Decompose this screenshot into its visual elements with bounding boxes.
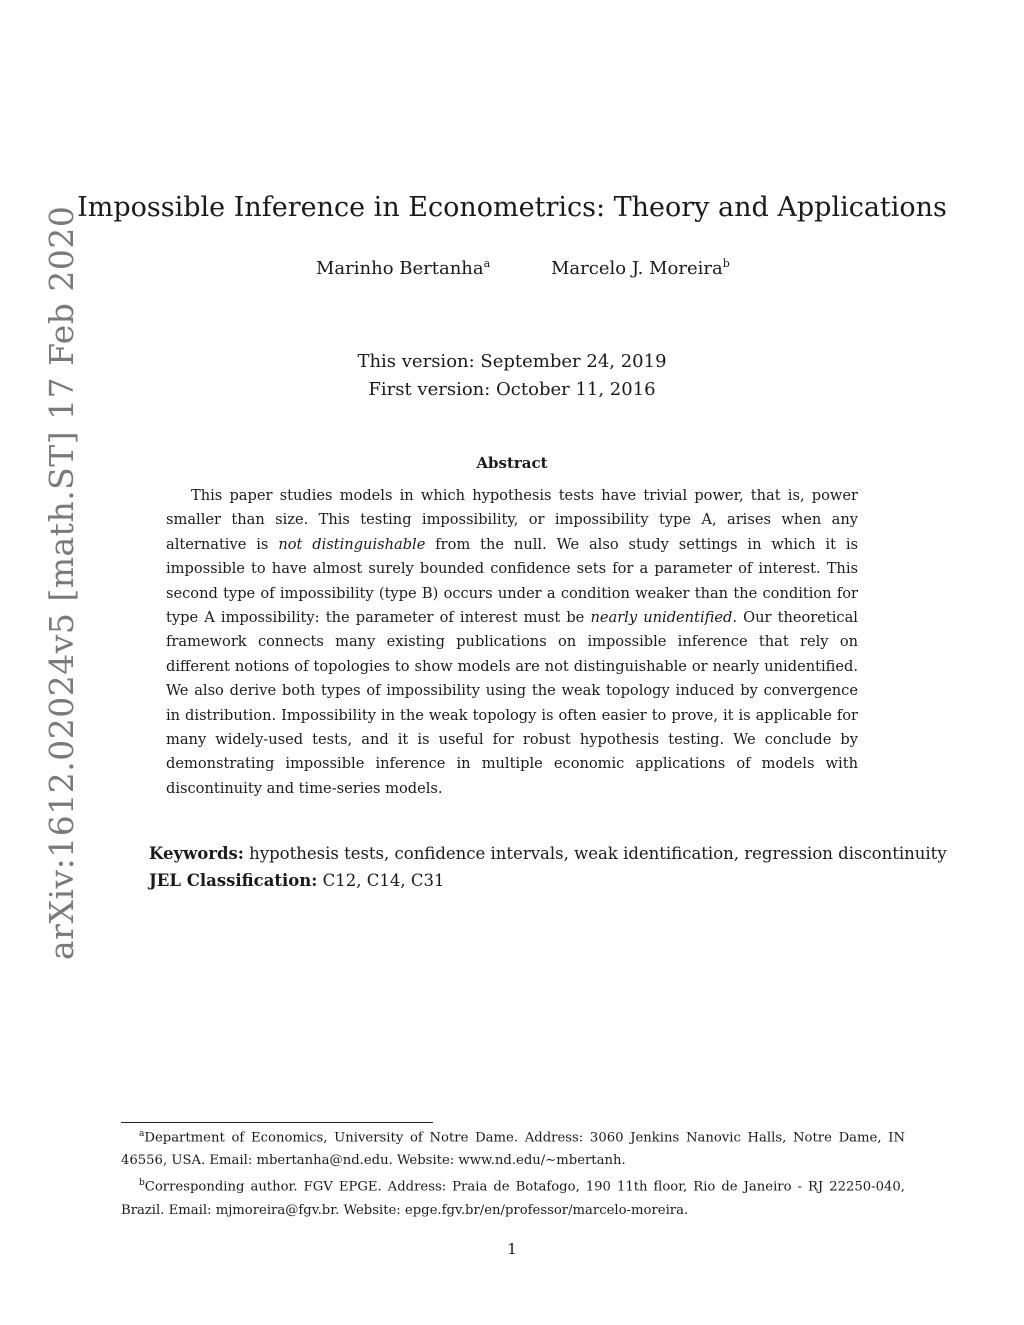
abstract-heading: Abstract [476,454,548,472]
footnote-b-text: Corresponding author. FGV EPGE. Address: Praia de Botafogo, 190 11th floor, Rio de Janeiro - RJ 22250-040, Brazil. Email: mjmoreira@fgv.br. Website: epge.fgv.br/en/professor/marcelo-moreira. [121,1179,905,1218]
footnote-b-mark: b [139,1178,145,1189]
author-1 [316,257,490,279]
jel-classification-line [149,871,909,890]
author-2-affiliation-mark: b [722,257,730,270]
first-version-date: First version: October 11, 2016 [368,379,656,400]
keywords-label: Keywords: [149,844,244,863]
footnotes [121,1123,905,1222]
paper-title: Impossible Inference in Econometrics: Theory and Applications [77,192,947,223]
this-version-date: This version: September 24, 2019 [357,351,667,372]
footnote-a-text: Department of Economics, University of Notre Dame. Address: 3060 Jenkins Nanovic Halls, Notre Dame, IN 46556, USA. Email: mbertanha@nd.edu. Website: www.nd.edu/∼mbertanh. [121,1130,905,1169]
footnote-a [121,1123,905,1172]
keywords-line [149,844,947,863]
author-2-name: Marcelo J. Moreira [551,258,723,279]
abstract-text-part-1: This paper studies models in which hypothesis tests have trivial power, that is, power smaller than size. This testing impossibility, or impossibility type A, arises when any alternative is [166,487,858,553]
jel-label: JEL Classification: [149,871,318,890]
arxiv-identifier-stamp: arXiv:1612.02024v5 [math.ST] 17 Feb 2020 [42,205,81,960]
abstract-emphasis-nearly-unidentified: nearly unidentified [590,609,733,627]
abstract-text-part-2: from the null. We also study settings in which it is impossible to have almost surely bounded confidence sets for a parameter of interest. This second type of impossibility (type B) occurs under a condition weaker than the condition for type A impossibility: the parameter of interest must be [166,535,859,627]
abstract-emphasis-not-distinguishable: not distinguishable [278,535,426,553]
author-1-name: Marinho Bertanha [316,258,484,279]
jel-codes: C12, C14, C31 [322,871,445,890]
footnote-b [121,1172,905,1221]
author-1-affiliation-mark: a [483,257,491,270]
footnote-a-mark: a [139,1129,145,1139]
keywords-text: hypothesis tests, confidence intervals, weak identification, regression discontinuity [249,844,947,863]
abstract-text-part-3: . Our theoretical framework connects many existing publications on impossible inference that rely on different notions of topologies to show models are not distinguishable or nearly unidentified. We also derive both types of impossibility using the weak topology induced by convergence in distribution. Impossibility in the weak topology is often easier to prove, it is applicable for many widely-used tests, and it is useful for robust hypothesis testing. We conclude by demonstrating impossible inference in multiple economic applications of models with discontinuity and time-series models. [166,609,858,797]
author-2 [551,257,730,279]
page-number: 1 [507,1240,517,1258]
abstract-body [166,484,858,801]
